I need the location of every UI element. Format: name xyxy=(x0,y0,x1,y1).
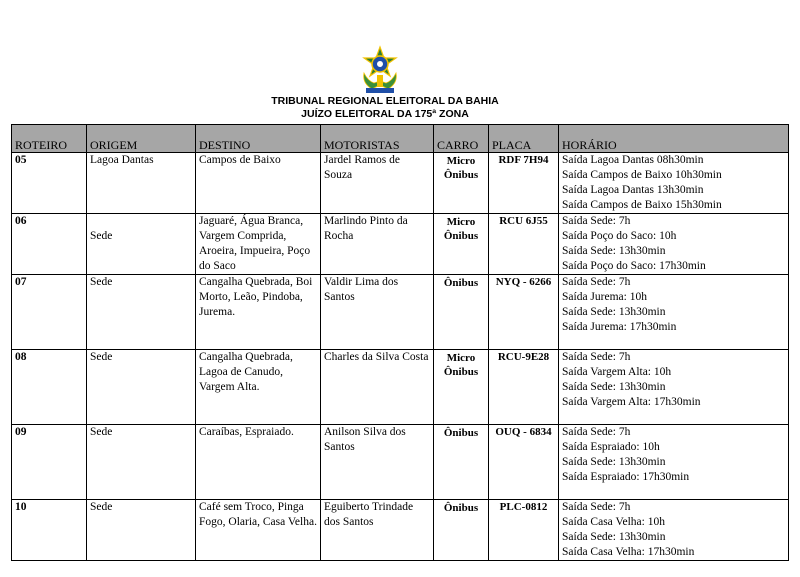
roteiro-cell: 09 xyxy=(12,425,87,500)
horario-cell xyxy=(559,350,789,425)
horario-line: Saída Vargem Alta: 10h xyxy=(562,366,672,378)
horario-line: Saída Sede: 7h xyxy=(562,215,631,227)
origem-cell: Sede xyxy=(87,425,196,500)
column-header-roteiro: ROTEIRO xyxy=(12,125,87,153)
horario-line: Saída Poço do Saco: 10h xyxy=(562,230,677,242)
column-header-destino: DESTINO xyxy=(196,125,321,153)
horario-line: Saída Sede: 13h30min xyxy=(562,306,666,318)
roteiro-cell: 06 xyxy=(12,214,87,275)
carro-cell: Ônibus xyxy=(434,275,489,350)
origem-cell: Sede xyxy=(87,275,196,350)
horario-cell xyxy=(559,153,789,214)
carro-cell: Ônibus xyxy=(434,425,489,500)
placa-cell: RCU-9E28 xyxy=(489,350,559,425)
motorista-cell: Valdir Lima dos Santos xyxy=(321,275,434,350)
origem-text: Sede xyxy=(90,230,113,242)
roteiro-cell: 10 xyxy=(12,500,87,561)
horario-line: Saída Espraiado: 10h xyxy=(562,441,660,453)
motorista-cell: Jardel Ramos de Souza xyxy=(321,153,434,214)
destino-cell: Jaguaré, Água Branca, Vargem Comprida, Aroeira, Impueira, Poço do Saco xyxy=(196,214,321,275)
horario-cell xyxy=(559,214,789,275)
horario-cell xyxy=(559,275,789,350)
horario-line: Saída Campos de Baixo 15h30min xyxy=(562,199,722,211)
court-title: TRIBUNAL REGIONAL ELEITORAL DA BAHIA xyxy=(271,95,499,107)
horario-line: Saída Lagoa Dantas 13h30min xyxy=(562,184,704,196)
origem-cell xyxy=(87,214,196,275)
carro-cell: Micro Ônibus xyxy=(434,350,489,425)
horario-cell xyxy=(559,500,789,561)
horario-line: Saída Sede: 7h xyxy=(562,351,631,363)
placa-cell: RDF 7H94 xyxy=(489,153,559,214)
destino-cell: Campos de Baixo xyxy=(196,153,321,214)
horario-line: Saída Sede: 13h30min xyxy=(562,456,666,468)
column-header-origem: ORIGEM xyxy=(87,125,196,153)
column-header-placa: PLACA xyxy=(489,125,559,153)
placa-cell: PLC-0812 xyxy=(489,500,559,561)
horario-line: Saída Jurema: 17h30min xyxy=(562,321,677,333)
horario-line: Saída Casa Velha: 10h xyxy=(562,516,665,528)
destino-cell: Caraíbas, Espraiado. xyxy=(196,425,321,500)
horario-line: Saída Jurema: 10h xyxy=(562,291,647,303)
carro-cell: Micro Ônibus xyxy=(434,153,489,214)
horario-line: Saída Casa Velha: 17h30min xyxy=(562,546,695,558)
horario-line: Saída Espraiado: 17h30min xyxy=(562,471,690,483)
table-row xyxy=(12,214,789,275)
table-row xyxy=(12,153,789,214)
column-header-carro: CARRO xyxy=(434,125,489,153)
motorista-cell: Charles da Silva Costa xyxy=(321,350,434,425)
carro-cell: Ônibus xyxy=(434,500,489,561)
placa-cell: OUQ - 6834 xyxy=(489,425,559,500)
horario-line: Saída Sede: 7h xyxy=(562,501,631,513)
table-header-row xyxy=(12,125,789,153)
horario-line: Saída Sede: 7h xyxy=(562,426,631,438)
horario-line: Saída Sede: 13h30min xyxy=(562,531,666,543)
motorista-cell: Anilson Silva dos Santos xyxy=(321,425,434,500)
horario-line: Saída Campos de Baixo 10h30min xyxy=(562,169,722,181)
placa-cell: RCU 6J55 xyxy=(489,214,559,275)
horario-line: Saída Vargem Alta: 17h30min xyxy=(562,396,701,408)
horario-line: Saída Poço do Saco: 17h30min xyxy=(562,260,706,272)
horario-line: Saída Sede: 13h30min xyxy=(562,381,666,393)
origem-cell: Sede xyxy=(87,350,196,425)
destino-cell: Café sem Troco, Pinga Fogo, Olaria, Casa Velha. xyxy=(196,500,321,561)
origem-cell: Sede xyxy=(87,500,196,561)
coat-of-arms-seal xyxy=(356,45,404,95)
motorista-cell: Marlindo Pinto da Rocha xyxy=(321,214,434,275)
motorista-cell: Eguiberto Trindade dos Santos xyxy=(321,500,434,561)
table-row xyxy=(12,425,789,500)
table-row xyxy=(12,350,789,425)
roteiro-cell: 07 xyxy=(12,275,87,350)
bus-route-table xyxy=(11,124,789,561)
origem-cell: Lagoa Dantas xyxy=(87,153,196,214)
column-header-motoristas: MOTORISTAS xyxy=(321,125,434,153)
destino-cell: Cangalha Quebrada, Boi Morto, Leão, Pindoba, Jurema. xyxy=(196,275,321,350)
zone-title: JUÍZO ELEITORAL DA 175ª ZONA xyxy=(301,108,469,120)
roteiro-cell: 08 xyxy=(12,350,87,425)
column-header-horario: HORÁRIO xyxy=(559,125,789,153)
placa-cell: NYQ - 6266 xyxy=(489,275,559,350)
horario-line: Saída Sede: 13h30min xyxy=(562,245,666,257)
horario-line: Saída Sede: 7h xyxy=(562,276,631,288)
horario-cell xyxy=(559,425,789,500)
horario-line: Saída Lagoa Dantas 08h30min xyxy=(562,154,704,166)
table-row xyxy=(12,500,789,561)
carro-cell: Micro Ônibus xyxy=(434,214,489,275)
table-row xyxy=(12,275,789,350)
destino-cell: Cangalha Quebrada, Lagoa de Canudo, Vargem Alta. xyxy=(196,350,321,425)
roteiro-cell: 05 xyxy=(12,153,87,214)
